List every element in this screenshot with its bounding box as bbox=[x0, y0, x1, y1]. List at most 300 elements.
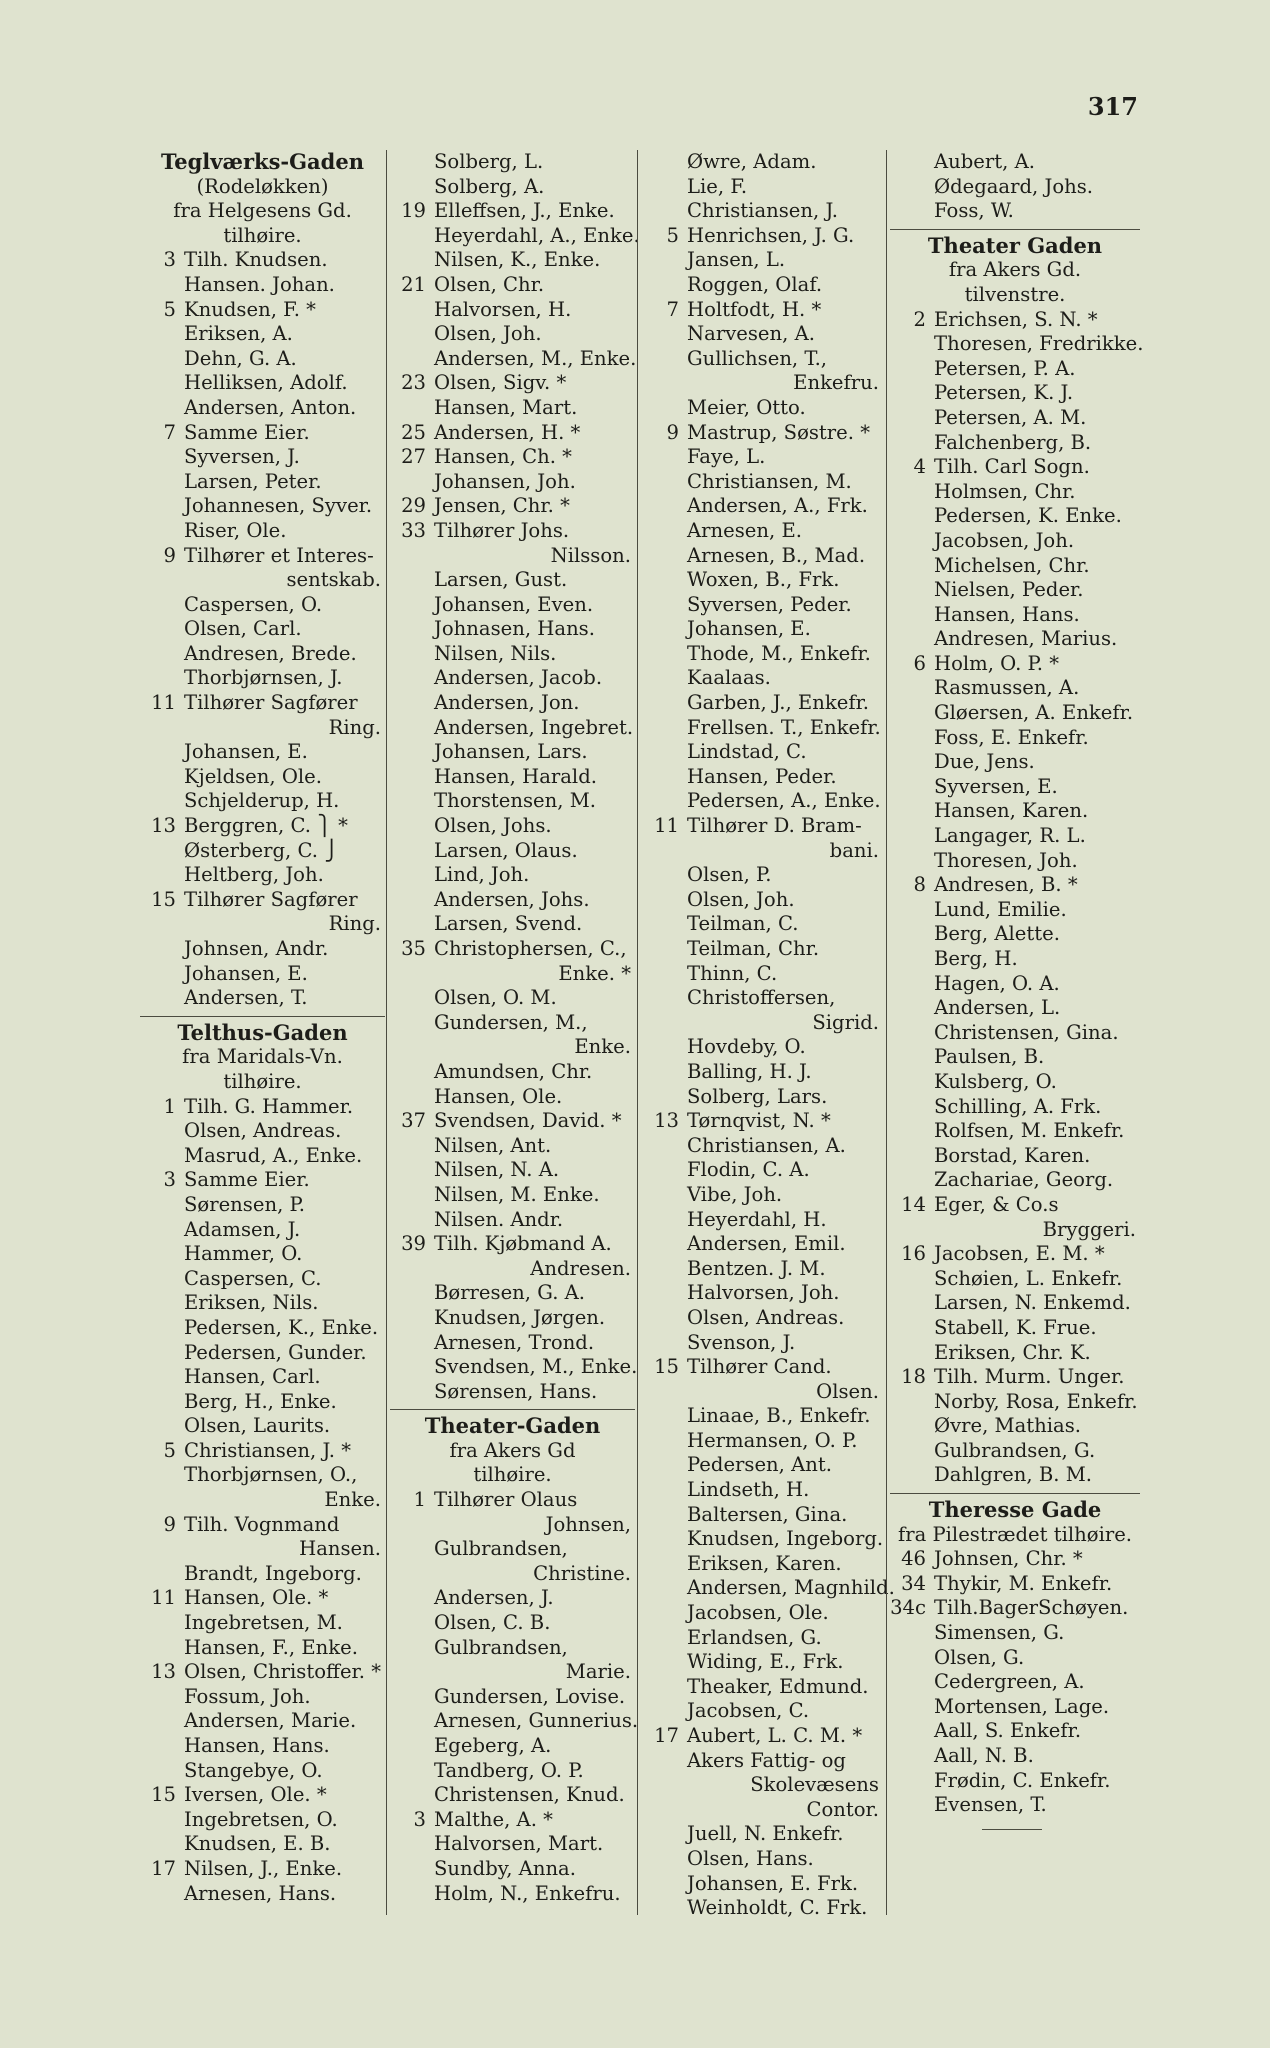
resident-entry bbox=[890, 175, 1140, 200]
resident-entry bbox=[390, 1636, 635, 1661]
street-direction: (Rodeløkken) bbox=[196, 174, 329, 198]
resident-entry bbox=[643, 1478, 883, 1503]
resident-entry bbox=[390, 298, 635, 323]
resident-entry bbox=[390, 568, 635, 593]
resident-name: Tilh. Carl Sogn. bbox=[934, 455, 1090, 479]
house-number: 46 bbox=[901, 1547, 926, 1571]
resident-entry bbox=[390, 1586, 635, 1611]
resident-entry bbox=[390, 839, 635, 864]
resident-entry bbox=[140, 642, 385, 667]
resident-entry bbox=[890, 1547, 1140, 1572]
resident-name: Petersen, P. A. bbox=[934, 356, 1076, 380]
resident-entry bbox=[643, 519, 883, 544]
resident-name: Gløersen, A. Enkefr. bbox=[934, 701, 1134, 725]
resident-entry bbox=[140, 691, 385, 716]
resident-name: Solberg, Lars. bbox=[687, 1084, 828, 1108]
resident-entry bbox=[140, 1168, 385, 1193]
resident-name: Jacobsen, E. M. * bbox=[934, 1242, 1105, 1266]
resident-entry bbox=[890, 947, 1140, 972]
resident-name: Olsen, P. bbox=[687, 863, 772, 887]
resident-entry bbox=[390, 1380, 635, 1405]
end-rule bbox=[890, 1818, 1140, 1840]
resident-name: Christiansen, A. bbox=[687, 1133, 846, 1157]
resident-entry bbox=[140, 1414, 385, 1439]
house-number: 3 bbox=[413, 1807, 426, 1831]
resident-entry bbox=[390, 1331, 635, 1356]
resident-name: Andersen, Anton. bbox=[184, 395, 357, 419]
resident-name: Gullichsen, T., bbox=[687, 346, 828, 370]
resident-entry bbox=[890, 652, 1140, 677]
resident-entry bbox=[890, 1242, 1140, 1267]
resident-entry bbox=[643, 937, 883, 962]
resident-entry bbox=[643, 593, 883, 618]
resident-name: Tilhører D. Bram- bbox=[687, 814, 862, 838]
street-direction: tilvenstre. bbox=[964, 282, 1066, 306]
resident-name: Gulbrandsen, bbox=[434, 1537, 568, 1561]
resident-name: Hansen, Hans. bbox=[934, 602, 1080, 626]
resident-entry bbox=[643, 1650, 883, 1675]
resident-name: Amundsen, Chr. bbox=[434, 1059, 593, 1083]
street-heading: Theater-Gaden bbox=[424, 1413, 601, 1439]
resident-name: Rasmussen, A. bbox=[934, 676, 1080, 700]
resident-entry bbox=[390, 470, 635, 495]
resident-name: Nielsen, Peder. bbox=[934, 578, 1084, 602]
house-number: 13 bbox=[151, 814, 176, 838]
resident-name: Thykir, M. Enkefr. bbox=[934, 1571, 1113, 1595]
resident-entry bbox=[890, 1070, 1140, 1095]
resident-name: Widing, E., Frk. bbox=[687, 1650, 844, 1674]
resident-entry bbox=[390, 248, 635, 273]
resident-entry bbox=[643, 1699, 883, 1724]
resident-name: Johannesen, Syver. bbox=[184, 494, 373, 518]
resident-name: Solberg, A. bbox=[434, 174, 545, 198]
resident-entry bbox=[643, 1355, 883, 1380]
resident-entry bbox=[390, 494, 635, 519]
resident-entry bbox=[643, 1281, 883, 1306]
resident-entry bbox=[890, 1646, 1140, 1671]
resident-name: Tilh. G. Hammer. bbox=[184, 1094, 354, 1118]
street-heading: Theresse Gade bbox=[928, 1497, 1102, 1523]
resident-entry bbox=[890, 1341, 1140, 1366]
resident-name: Lie, F. bbox=[687, 174, 748, 198]
resident-entry bbox=[890, 1144, 1140, 1169]
house-number: 2 bbox=[913, 307, 926, 331]
resident-name: Andersen, Jon. bbox=[434, 691, 580, 715]
resident-name: Fossum, Joh. bbox=[184, 1684, 311, 1708]
resident-entry bbox=[643, 175, 883, 200]
resident-entry bbox=[890, 480, 1140, 505]
resident-entry bbox=[643, 568, 883, 593]
resident-entry bbox=[643, 1331, 883, 1356]
resident-entry bbox=[140, 1562, 385, 1587]
resident-entry bbox=[390, 1183, 635, 1208]
resident-entry bbox=[390, 371, 635, 396]
resident-name: Pedersen, Ant. bbox=[687, 1453, 833, 1477]
resident-entry bbox=[643, 1872, 883, 1897]
resident-entry bbox=[140, 494, 385, 519]
resident-entry bbox=[890, 308, 1140, 333]
resident-entry bbox=[140, 322, 385, 347]
resident-name: Hansen, Ole. * bbox=[184, 1586, 329, 1610]
resident-entry bbox=[140, 1095, 385, 1120]
resident-entry bbox=[390, 1734, 635, 1759]
resident-entry bbox=[390, 986, 635, 1011]
resident-name: Andresen, B. * bbox=[934, 873, 1078, 897]
resident-name: Syversen, Peder. bbox=[687, 592, 852, 616]
resident-entry bbox=[140, 666, 385, 691]
resident-entry bbox=[140, 519, 385, 544]
resident-name: Paulsen, B. bbox=[934, 1045, 1045, 1069]
street-direction: fra Akers Gd. bbox=[948, 258, 1082, 282]
resident-name: Elleffsen, J., Enke. bbox=[434, 199, 615, 223]
resident-entry bbox=[140, 1513, 385, 1538]
resident-name: Kjeldsen, Ole. bbox=[184, 764, 322, 788]
resident-entry bbox=[140, 371, 385, 396]
resident-name: Berg, H., Enke. bbox=[184, 1389, 337, 1413]
resident-entry bbox=[140, 740, 385, 765]
resident-name: Arnesen, E. bbox=[687, 518, 802, 542]
resident-name: Nilsen, J., Enke. bbox=[184, 1856, 343, 1880]
resident-entry bbox=[643, 1306, 883, 1331]
street-direction: tilhøire. bbox=[223, 1069, 302, 1093]
resident-name: Frødin, C. Enkefr. bbox=[934, 1768, 1111, 1792]
resident-entry bbox=[390, 863, 635, 888]
entry-continuation: Andresen. bbox=[530, 1256, 631, 1280]
house-number: 1 bbox=[413, 1488, 426, 1512]
column-divider bbox=[637, 150, 638, 1915]
resident-name: Andersen, A., Frk. bbox=[687, 494, 868, 518]
resident-entry bbox=[890, 1267, 1140, 1292]
resident-entry bbox=[643, 1232, 883, 1257]
entry-continuation: Ring. bbox=[328, 715, 381, 739]
resident-name: Hansen, Harald. bbox=[434, 764, 597, 788]
resident-entry bbox=[643, 445, 883, 470]
resident-entry bbox=[643, 814, 883, 839]
resident-entry bbox=[890, 199, 1140, 224]
resident-entry bbox=[890, 1463, 1140, 1488]
resident-entry bbox=[140, 1218, 385, 1243]
resident-entry bbox=[890, 849, 1140, 874]
resident-entry bbox=[140, 1734, 385, 1759]
resident-name: Olsen, C. B. bbox=[434, 1611, 551, 1635]
resident-name: Arnesen, B., Mad. bbox=[687, 543, 866, 567]
entry-continuation: Ring. bbox=[328, 912, 381, 936]
house-number: 5 bbox=[666, 223, 679, 247]
resident-name: Arnesen, Trond. bbox=[434, 1330, 595, 1354]
resident-name: Foss, E. Enkefr. bbox=[934, 725, 1089, 749]
resident-entry bbox=[140, 765, 385, 790]
house-number: 13 bbox=[654, 1109, 679, 1133]
entry-continuation: Enke. bbox=[574, 1035, 631, 1059]
resident-entry bbox=[643, 494, 883, 519]
resident-name: Frellsen. T., Enkefr. bbox=[687, 715, 881, 739]
resident-entry bbox=[390, 1232, 635, 1257]
resident-entry bbox=[140, 1709, 385, 1734]
resident-name: Arnesen, Hans. bbox=[184, 1881, 337, 1905]
resident-entry bbox=[390, 1685, 635, 1710]
street-heading: Teglværks-Gaden bbox=[161, 149, 364, 174]
resident-entry bbox=[390, 1832, 635, 1857]
resident-name: Schjelderup, H. bbox=[184, 789, 340, 813]
resident-name: Jansen, L. bbox=[687, 248, 786, 272]
resident-entry bbox=[890, 1621, 1140, 1646]
resident-name: Johnasen, Hans. bbox=[434, 617, 595, 641]
resident-entry bbox=[890, 1439, 1140, 1464]
resident-entry bbox=[643, 1183, 883, 1208]
resident-entry bbox=[643, 1208, 883, 1233]
resident-entry bbox=[643, 150, 883, 175]
resident-name: Pedersen, Gunder. bbox=[184, 1340, 367, 1364]
resident-name: Pedersen, K. Enke. bbox=[934, 504, 1122, 528]
resident-entry bbox=[140, 986, 385, 1011]
resident-entry bbox=[390, 666, 635, 691]
resident-entry bbox=[140, 1341, 385, 1366]
resident-name: Tilh. Vognmand bbox=[184, 1512, 340, 1536]
resident-entry bbox=[390, 1611, 635, 1636]
resident-name: Larsen, Gust. bbox=[434, 568, 568, 592]
resident-entry bbox=[890, 332, 1144, 357]
house-number: 17 bbox=[654, 1724, 679, 1747]
resident-entry bbox=[390, 1355, 638, 1380]
resident-name: Pedersen, A., Enke. bbox=[687, 789, 881, 813]
house-number: 4 bbox=[913, 455, 926, 479]
resident-entry bbox=[390, 1281, 635, 1306]
resident-name: Aall, N. B. bbox=[934, 1744, 1034, 1767]
resident-name: Hansen, Mart. bbox=[434, 395, 578, 419]
house-number: 7 bbox=[163, 420, 176, 444]
house-number: 15 bbox=[151, 1783, 176, 1807]
resident-name: Larsen, N. Enkemd. bbox=[934, 1291, 1131, 1315]
resident-name: Knudsen, F. * bbox=[184, 297, 316, 321]
resident-name: Jensen, Chr. * bbox=[434, 494, 570, 518]
resident-entry bbox=[643, 691, 883, 716]
resident-name: Christiansen, J. * bbox=[184, 1438, 352, 1462]
entry-continuation: Johnsen, bbox=[545, 1512, 631, 1536]
resident-name: Mastrup, Søstre. * bbox=[687, 420, 871, 444]
resident-entry bbox=[643, 1626, 883, 1651]
entry-continuation: Christine. bbox=[533, 1561, 631, 1585]
resident-name: Thorbjørnsen, J. bbox=[184, 666, 343, 690]
column-divider bbox=[386, 150, 387, 1915]
resident-entry bbox=[643, 617, 883, 642]
resident-entry bbox=[140, 789, 385, 814]
resident-name: Berggren, C. ⎫ * bbox=[184, 814, 348, 838]
resident-entry bbox=[890, 431, 1140, 456]
resident-entry bbox=[390, 642, 635, 667]
resident-name: Andersen, Ingebret. bbox=[434, 715, 634, 739]
resident-name: Arnesen, Gunnerius. bbox=[434, 1709, 639, 1733]
resident-entry bbox=[643, 224, 883, 249]
resident-name: Cedergreen, A. bbox=[934, 1670, 1085, 1694]
resident-entry bbox=[643, 1724, 883, 1749]
resident-name: Thoresen, Fredrikke. bbox=[934, 332, 1144, 356]
resident-name: Hermansen, O. P. bbox=[687, 1428, 858, 1452]
resident-name: Weinholdt, C. Frk. bbox=[687, 1896, 868, 1920]
resident-entry bbox=[890, 726, 1140, 751]
house-number: 11 bbox=[151, 1586, 176, 1610]
resident-entry bbox=[643, 322, 883, 347]
resident-entry bbox=[140, 544, 385, 569]
resident-name: Adamsen, J. bbox=[184, 1217, 301, 1241]
resident-entry bbox=[890, 701, 1140, 726]
resident-name: Thode, M., Enkefr. bbox=[687, 641, 871, 665]
resident-entry bbox=[140, 1611, 385, 1636]
house-number: 34 bbox=[901, 1571, 926, 1595]
resident-name: Andresen, Brede. bbox=[184, 641, 357, 665]
resident-name: Heltberg, Joh. bbox=[184, 863, 324, 887]
resident-name: Balling, H. J. bbox=[687, 1059, 812, 1083]
resident-name: Olsen, Hans. bbox=[687, 1846, 814, 1870]
resident-name: Olsen, Carl. bbox=[184, 617, 302, 641]
resident-name: Rolfsen, M. Enkefr. bbox=[934, 1119, 1125, 1143]
resident-name: Dehn, G. A. bbox=[184, 346, 297, 370]
resident-name: Olsen, Joh. bbox=[687, 887, 795, 911]
resident-name: Linaae, B., Enkefr. bbox=[687, 1404, 871, 1428]
resident-entry bbox=[140, 396, 385, 421]
resident-entry bbox=[140, 1783, 385, 1808]
resident-name: Knudsen, E. B. bbox=[184, 1832, 331, 1856]
resident-entry bbox=[643, 347, 883, 372]
resident-entry bbox=[890, 627, 1140, 652]
street-direction: tilhøire. bbox=[473, 1463, 552, 1487]
house-number: 3 bbox=[163, 248, 176, 272]
resident-entry bbox=[643, 1085, 883, 1110]
resident-entry bbox=[643, 1527, 883, 1552]
resident-entry bbox=[390, 912, 635, 937]
resident-entry bbox=[643, 912, 883, 937]
resident-entry bbox=[140, 839, 385, 864]
resident-name: Jacobsen, Joh. bbox=[934, 528, 1075, 552]
resident-entry bbox=[140, 1291, 385, 1316]
resident-name: Eger, & Co.s bbox=[934, 1192, 1059, 1216]
resident-entry bbox=[140, 1267, 385, 1292]
house-number: 37 bbox=[401, 1109, 426, 1133]
resident-name: Johansen, Lars. bbox=[434, 740, 588, 764]
resident-entry bbox=[140, 1808, 385, 1833]
resident-entry bbox=[890, 381, 1140, 406]
resident-name: Hagen, O. A. bbox=[934, 971, 1060, 995]
resident-name: Nilsen, Nils. bbox=[434, 641, 557, 665]
resident-name: Johansen, Joh. bbox=[434, 469, 576, 493]
resident-name: Tilhører et Interes- bbox=[184, 543, 374, 567]
resident-name: Iversen, Ole. * bbox=[184, 1783, 327, 1807]
resident-entry bbox=[643, 986, 883, 1011]
resident-name: Andersen, T. bbox=[184, 986, 308, 1010]
resident-name: Olsen, O. M. bbox=[434, 986, 557, 1010]
resident-name: Lind, Joh. bbox=[434, 863, 530, 887]
resident-entry bbox=[643, 273, 883, 298]
entry-continuation: Nilsson. bbox=[550, 543, 631, 567]
resident-entry bbox=[140, 1316, 385, 1341]
resident-name: Schilling, A. Frk. bbox=[934, 1094, 1102, 1118]
resident-entry bbox=[643, 740, 883, 765]
resident-name: Heyerdahl, A., Enke. bbox=[434, 223, 640, 247]
resident-name: Nilsen, M. Enke. bbox=[434, 1182, 600, 1206]
resident-entry bbox=[140, 1660, 385, 1685]
resident-entry bbox=[890, 1119, 1140, 1144]
resident-entry bbox=[890, 603, 1140, 628]
resident-entry bbox=[643, 1847, 883, 1872]
resident-name: Petersen, K. J. bbox=[934, 381, 1074, 405]
house-number: 15 bbox=[654, 1355, 679, 1379]
resident-name: Syversen, J. bbox=[184, 445, 300, 469]
resident-name: Holm, O. P. * bbox=[934, 651, 1060, 675]
resident-entry bbox=[643, 1404, 883, 1429]
house-number: 33 bbox=[401, 518, 426, 542]
resident-name: Christoffersen, bbox=[687, 986, 836, 1010]
house-number: 9 bbox=[163, 543, 176, 567]
entry-continuation: Bryggeri. bbox=[1042, 1217, 1136, 1241]
entry-continuation: Enke. bbox=[324, 1488, 381, 1512]
resident-name: Tilhører Sagfører bbox=[184, 691, 358, 715]
resident-entry bbox=[390, 593, 635, 618]
resident-name: Eriksen, Chr. K. bbox=[934, 1340, 1091, 1364]
resident-name: Hovdeby, O. bbox=[687, 1035, 806, 1059]
resident-entry bbox=[140, 1832, 385, 1857]
resident-name: Samme Eier. bbox=[184, 1168, 310, 1192]
resident-entry bbox=[390, 223, 640, 249]
resident-name: Hansen, Peder. bbox=[687, 764, 837, 788]
house-number: 6 bbox=[913, 651, 926, 675]
resident-name: Andersen, J. bbox=[434, 1586, 554, 1610]
resident-name: Johnsen, Andr. bbox=[184, 937, 329, 960]
resident-name: Riser, Ole. bbox=[184, 518, 287, 542]
resident-entry bbox=[643, 470, 883, 495]
resident-name: Holtfodt, H. * bbox=[687, 297, 822, 321]
resident-name: Pedersen, K., Enke. bbox=[184, 1315, 379, 1339]
resident-name: Andersen, H. * bbox=[434, 420, 581, 444]
resident-entry bbox=[890, 676, 1140, 701]
street-direction: fra Akers Gd bbox=[449, 1438, 576, 1462]
resident-name: Andresen, Marius. bbox=[934, 627, 1118, 651]
resident-name: Tilhører Cand. bbox=[687, 1355, 832, 1379]
resident-entry bbox=[643, 962, 883, 987]
resident-entry bbox=[140, 421, 385, 446]
resident-name: Halvorsen, Mart. bbox=[434, 1832, 604, 1856]
resident-entry bbox=[140, 937, 385, 962]
resident-name: Woxen, B., Frk. bbox=[687, 568, 840, 592]
resident-name: Gundersen, Lovise. bbox=[434, 1684, 626, 1708]
resident-name: Olsen, Andreas. bbox=[184, 1119, 342, 1143]
resident-name: Hansen, F., Enke. bbox=[184, 1635, 358, 1659]
resident-entry bbox=[890, 1390, 1140, 1415]
resident-name: Andersen, L. bbox=[934, 996, 1061, 1020]
resident-name: Norby, Rosa, Enkefr. bbox=[934, 1389, 1138, 1413]
resident-entry bbox=[390, 1306, 635, 1331]
resident-entry bbox=[140, 1365, 385, 1390]
resident-entry bbox=[643, 199, 883, 224]
resident-name: Øwre, Adam. bbox=[687, 150, 817, 173]
entry-continuation: Hansen. bbox=[299, 1537, 381, 1561]
resident-name: Tilhører Sagfører bbox=[184, 887, 358, 911]
resident-entry bbox=[890, 1045, 1140, 1070]
resident-name: Hansen, Hans. bbox=[184, 1734, 330, 1757]
resident-name: Thorbjørnsen, O., bbox=[184, 1463, 358, 1487]
resident-entry bbox=[643, 888, 883, 913]
house-number: 15 bbox=[151, 887, 176, 911]
entry-continuation: Enke. * bbox=[558, 961, 631, 985]
resident-entry bbox=[643, 1158, 883, 1183]
resident-name: Garben, J., Enkefr. bbox=[687, 691, 870, 715]
resident-entry bbox=[890, 1021, 1140, 1046]
house-number: 29 bbox=[401, 494, 426, 518]
resident-name: Michelsen, Chr. bbox=[934, 553, 1090, 577]
resident-name: Svendsen, M., Enke. bbox=[434, 1355, 638, 1379]
resident-entry bbox=[643, 1134, 883, 1159]
resident-name: Olsen, Sigv. * bbox=[434, 371, 567, 395]
resident-entry bbox=[390, 814, 635, 839]
resident-name: Østerberg, C. ⎭ bbox=[184, 838, 339, 862]
